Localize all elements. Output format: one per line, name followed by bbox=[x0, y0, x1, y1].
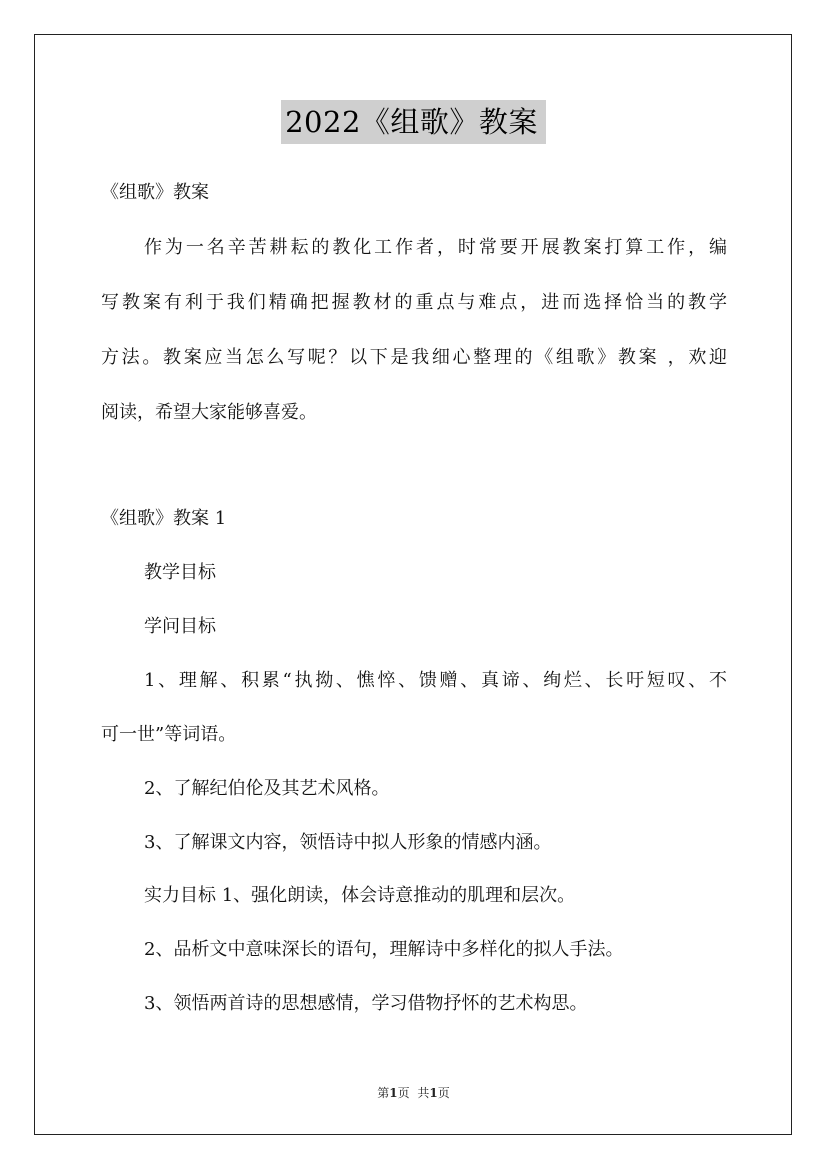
intro-paragraph-line-2: 写教案有利于我们精确把握教材的重点与难点，进而选择恰当的教学 bbox=[101, 292, 727, 313]
knowledge-item-3: 3、了解课文内容，领悟诗中拟人形象的情感内涵。 bbox=[144, 832, 552, 853]
footer-total-unit: 页 bbox=[437, 1086, 450, 1100]
footer-page-prefix: 第 bbox=[377, 1086, 390, 1100]
knowledge-item-1-line-1: 1、理解、积累“执拗、憔悴、馈赠、真谛、绚烂、长吁短叹、不 bbox=[144, 670, 727, 691]
page-footer bbox=[0, 1085, 827, 1101]
intro-paragraph-line-1: 作为一名辛苦耕耘的教化工作者，时常要开展教案打算工作，编 bbox=[144, 237, 727, 258]
ability-item-1: 实力目标 1、强化朗读，体会诗意推动的肌理和层次。 bbox=[144, 885, 576, 906]
footer-total-prefix: 共 bbox=[417, 1086, 430, 1100]
knowledge-item-1-line-2: 可一世”等词语。 bbox=[101, 724, 237, 745]
intro-paragraph-line-3: 方法。教案应当怎么写呢？以下是我细心整理的《组歌》教案 ，欢迎 bbox=[101, 347, 727, 368]
ability-item-3: 3、领悟两首诗的思想感情，学习借物抒怀的艺术构思。 bbox=[144, 993, 588, 1014]
ability-item-2: 2、品析文中意味深长的语句，理解诗中多样化的拟人手法。 bbox=[144, 939, 624, 960]
teaching-goals-heading: 教学目标 bbox=[144, 562, 216, 583]
footer-page-number: 1 bbox=[389, 1086, 398, 1100]
section-heading-1: 《组歌》教案 1 bbox=[101, 508, 227, 529]
title-container bbox=[0, 100, 827, 144]
knowledge-goals-heading: 学问目标 bbox=[144, 616, 216, 637]
knowledge-item-2: 2、了解纪伯伦及其艺术风格。 bbox=[144, 778, 390, 799]
document-title: 2022《组歌》教案 bbox=[281, 100, 546, 144]
footer-total-number: 1 bbox=[429, 1086, 438, 1100]
intro-paragraph-line-4: 阅读，希望大家能够喜爱。 bbox=[101, 402, 317, 423]
footer-page-unit: 页 bbox=[397, 1086, 410, 1100]
intro-heading: 《组歌》教案 bbox=[101, 182, 209, 203]
